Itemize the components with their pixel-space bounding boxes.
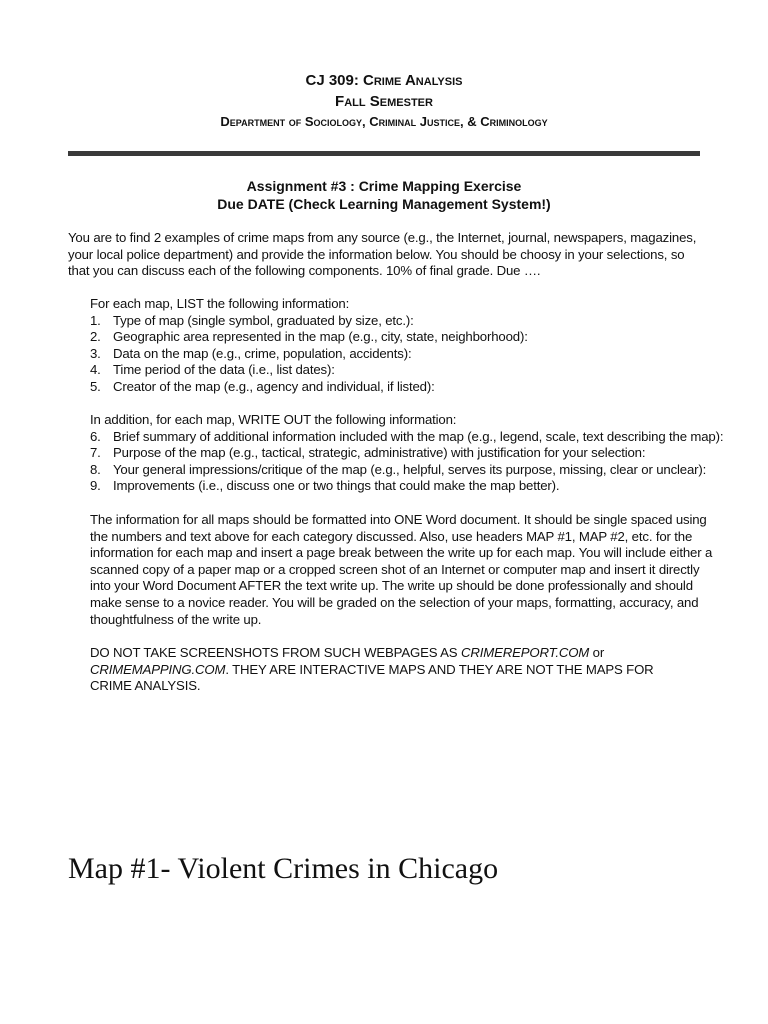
list-item: 6. Brief summary of additional information included with the map (e.g., legend, scale, text describing the map): xyxy=(90,428,724,444)
list-item: 3. Data on the map (e.g., crime, population, accidents): xyxy=(90,345,412,361)
header-divider xyxy=(68,151,700,156)
write-items xyxy=(90,428,724,495)
list-items xyxy=(90,313,710,396)
list-item: 4. Time period of the data (i.e., list dates): xyxy=(90,362,335,378)
write-section xyxy=(90,412,724,495)
list-item: 1. Type of map (single symbol, graduated by size, etc.): xyxy=(90,312,414,328)
department-title: Department of Sociology, Criminal Justice, & Criminology xyxy=(220,114,548,129)
list-section-lead: For each map, LIST the following information: xyxy=(90,296,350,311)
list-item: 7. Purpose of the map (e.g., tactical, strategic, administrative) with justification for your selection: xyxy=(90,445,646,461)
assignment-title: Assignment #3 : Crime Mapping Exercise xyxy=(246,178,522,194)
warning-paragraph: DO NOT TAKE SCREENSHOTS FROM SUCH WEBPAGES AS CRIMEREPORT.COM or CRIMEMAPPING.COM. THEY ARE INTERACTIVE MAPS AND THEY ARE NOT THE MAPS FOR CRIME ANALYSIS. xyxy=(90,645,654,694)
write-section-lead: In addition, for each map, WRITE OUT the following information: xyxy=(90,412,457,427)
site-name-crimereport: CRIMEREPORT.COM xyxy=(460,645,590,660)
intro-paragraph: You are to find 2 examples of crime maps from any source (e.g., the Internet, journal, newspapers, magazines, your local police department) and provide the information below. You should be choosy in your selections, so that you can discuss each of the following components. 10% of final grade. Due …. xyxy=(68,230,697,279)
assignment-header xyxy=(0,177,768,213)
list-item: 8. Your general impressions/critique of the map (e.g., helpful, serves its purpose, missing, clear or unclear): xyxy=(90,461,707,477)
site-name-crimemapping: CRIMEMAPPING.COM xyxy=(90,661,226,677)
semester-title: Fall Semester xyxy=(335,93,433,110)
formatting-paragraph: The information for all maps should be formatted into ONE Word document. It should be single spaced using the numbers and text above for each category discussed. Also, use headers MAP #1, MAP #2, etc. for the information for each map and insert a page break between the write up for each map. You will include either a scanned copy of a paper map or a cropped screen shot of an Internet or computer map and insert it directly into your Word Document AFTER the text write up. The write up should be done professionally and should make sense to a novice reader. You will be graded on the selection of your maps, formatting, accuracy, and thoughtfulness of the write up. xyxy=(90,512,713,627)
course-title: CJ 309: Crime Analysis xyxy=(305,72,463,89)
course-header xyxy=(0,70,768,132)
list-section xyxy=(90,296,710,396)
list-item: 9. Improvements (i.e., discuss one or two things that could make the map better). xyxy=(90,478,560,494)
list-item: 5. Creator of the map (e.g., agency and individual, if listed): xyxy=(90,378,435,394)
map-heading: Map #1- Violent Crimes in Chicago xyxy=(68,852,499,885)
assignment-due-date: Due DATE (Check Learning Management System!) xyxy=(217,196,551,212)
list-item: 2. Geographic area represented in the map (e.g., city, state, neighborhood): xyxy=(90,329,528,345)
